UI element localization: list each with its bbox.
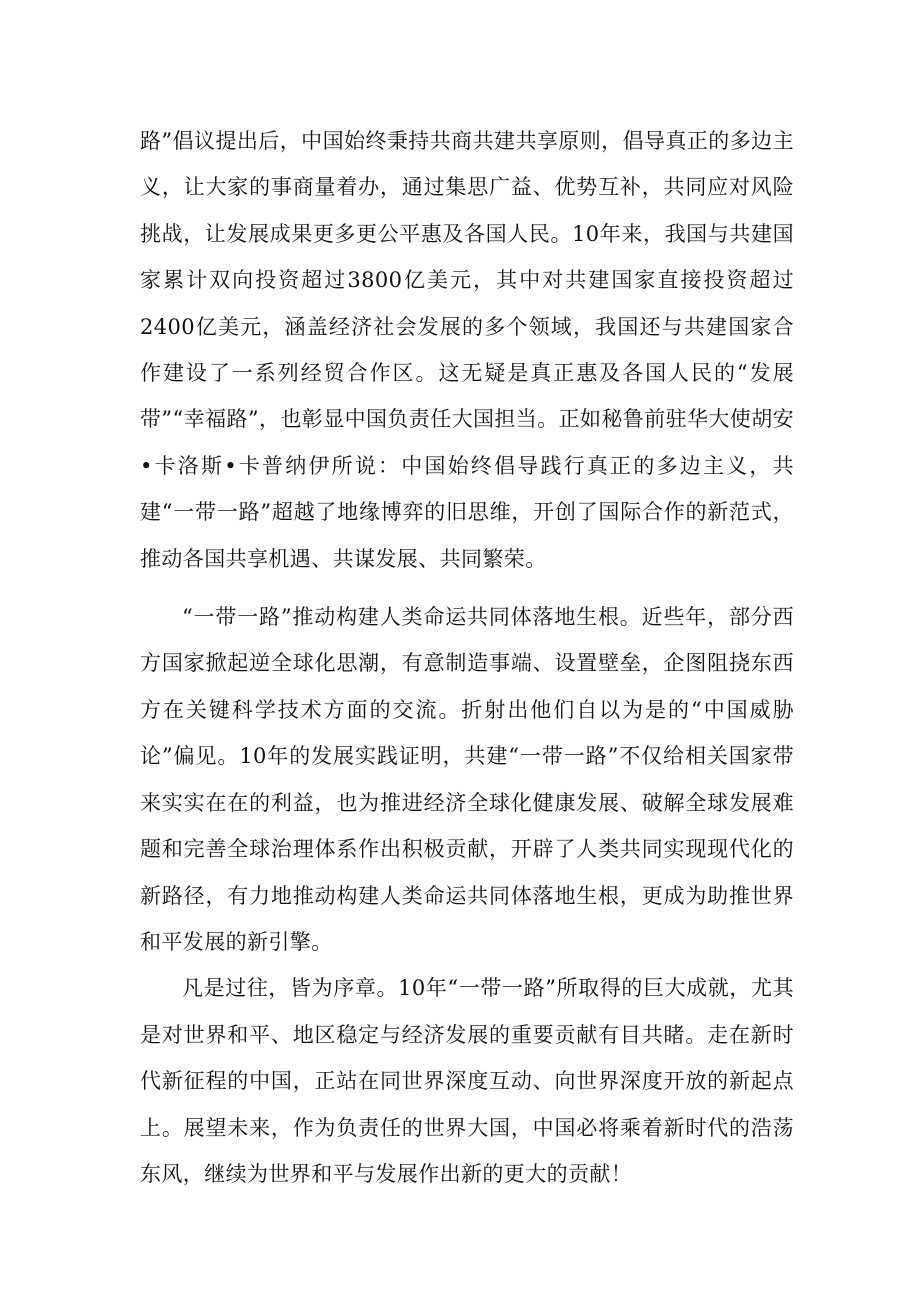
paragraph-2: “一带一路”推动构建人类命运共同体落地生根。近些年，部分西方国家掀起逆全球化思潮，有意制造事端、设置壁垒，企图阻挠东西方在关键科学技术方面的交流。折射出他们自以为是的“中国威胁论”偏见。10年的发展实践证明，共建“一带一路”不仅给相关国家带来实实在在的利益，也为推进经济全球化健康发展、破解全球发展难题和完善全球治理体系作出积极贡献，开辟了人类共同实现现代化的新路径，有力地推动构建人类命运共同体落地生根，更成为助推世界和平发展的新引擎。: [140, 605, 794, 954]
document-page: [140, 118, 794, 1197]
paragraph-3: 凡是过往，皆为序章。10年“一带一路”所取得的巨大成就，尤其是对世界和平、地区稳定与经济发展的重要贡献有目共睹。走在新时代新征程的中国，正站在同世界深度互动、向世界深度开放的新起点上。展望未来，作为负责任的世界大国，中国必将乘着新时代的浩荡东风，继续为世界和平与发展作出新的更大的贡献！: [140, 976, 794, 1186]
paragraph-1: 路”倡议提出后，中国始终秉持共商共建共享原则，倡导真正的多边主义，让大家的事商量着办，通过集思广益、优势互补，共同应对风险挑战，让发展成果更多更公平惠及各国人民。10年来，我国与共建国家累计双向投资超过3800亿美元，其中对共建国家直接投资超过2400亿美元，涵盖经济社会发展的多个领域，我国还与共建国家合作建设了一系列经贸合作区。这无疑是真正惠及各国人民的“发展带”“幸福路”，也彰显中国负责任大国担当。正如秘鲁前驻华大使胡安•卡洛斯•卡普纳伊所说：中国始终倡导践行真正的多边主义，共建“一带一路”超越了地缘博弈的旧思维，开创了国际合作的新范式，推动各国共享机遇、共谋发展、共同繁荣。: [140, 129, 795, 571]
